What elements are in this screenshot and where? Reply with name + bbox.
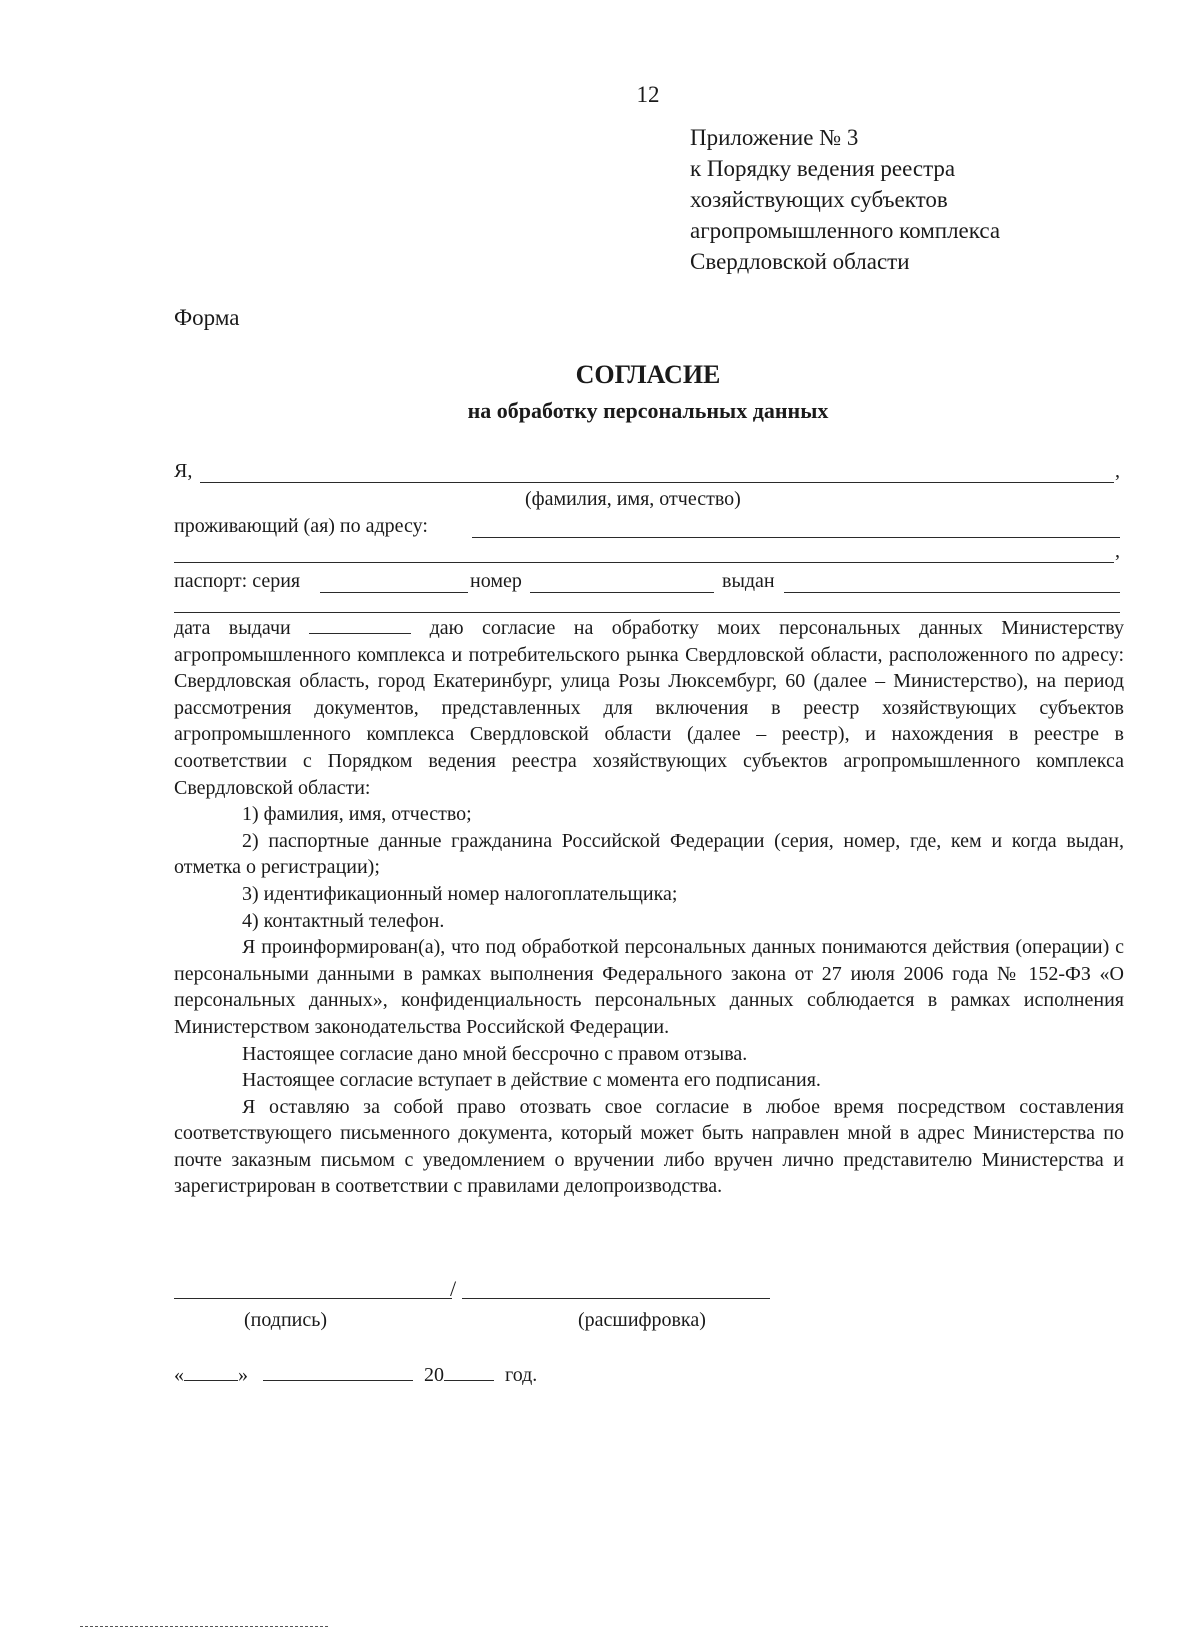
document-subtitle: на обработку персональных данных	[467, 398, 829, 423]
consent-body	[174, 615, 1124, 1200]
term-paragraph: Настоящее согласие дано мной бессрочно с правом отзыва.	[242, 1042, 748, 1065]
appendix-line-1: Приложение № 3	[690, 125, 859, 150]
address-end-comma: ,	[1115, 540, 1120, 562]
i-end-comma: ,	[1115, 460, 1120, 482]
address-blank-1[interactable]	[472, 537, 1120, 538]
intro-paragraph	[174, 615, 1124, 801]
document-title: СОГЛАСИЕ	[575, 360, 721, 389]
issue-date-blank[interactable]	[309, 615, 411, 634]
signature-blank[interactable]	[174, 1298, 452, 1299]
appendix-block	[690, 122, 1000, 277]
day-blank[interactable]	[184, 1362, 238, 1381]
page-number: 12	[636, 82, 660, 107]
year-label: год.	[505, 1364, 538, 1386]
issue-date-label: дата выдачи	[174, 617, 291, 639]
year-blank[interactable]	[444, 1362, 494, 1381]
issued-by-blank-2[interactable]	[174, 612, 1120, 613]
issued-by-blank[interactable]	[784, 592, 1120, 593]
century-text: 20	[424, 1364, 444, 1386]
passport-series-blank[interactable]	[320, 592, 468, 593]
info-paragraph: Я проинформирован(а), что под обработкой персональных данных понимаются действия (операции) с персональными данными в рамках выполнения Федерального закона от 27 июля 2006 года № 152-ФЗ «О персональных данных», конфиденциальность персональных данных соблюдается в рамках исполнения Министерством законодательства Российской Федерации.	[174, 936, 1124, 1038]
fio-hint: (фамилия, имя, отчество)	[525, 488, 741, 510]
signature-slash: /	[450, 1276, 457, 1301]
appendix-line-3: хозяйствующих субъектов	[690, 187, 948, 212]
list-item-2: 2) паспортные данные гражданина Российской Федерации (серия, номер, где, кем и когда выдан, отметка о регистрации);	[174, 829, 1124, 879]
list-item-1: 1) фамилия, имя, отчество;	[242, 803, 472, 826]
date-open-quote: «	[174, 1364, 184, 1386]
i-label: Я,	[174, 460, 193, 482]
list-item-4: 4) контактный телефон.	[242, 909, 445, 932]
number-label: номер	[470, 570, 522, 592]
passport-number-blank[interactable]	[530, 592, 714, 593]
list-item-3: 3) идентификационный номер налогоплательщика;	[242, 882, 678, 905]
appendix-line-4: агропромышленного комплекса	[690, 218, 1001, 243]
date-close-quote: »	[238, 1364, 248, 1386]
decode-label: (расшифровка)	[578, 1309, 706, 1331]
signature-decode-blank[interactable]	[462, 1298, 770, 1299]
address-label: проживающий (ая) по адресу:	[174, 515, 428, 537]
appendix-line-2: к Порядку ведения реестра	[690, 156, 956, 181]
month-blank[interactable]	[263, 1362, 413, 1381]
intro-text: даю согласие на обработку моих персональных данных Министерству агропромышленного комплекса и потребительского рынка Свердловской области, расположенного по адресу: Свердловская область, город Екатеринбург, улица Розы Люксембург, 60 (далее – Министерство), на период рассмотрения документов, представленных для включения в реестр хозяйствующих субъектов агропромышленного комплекса Свердловской области (далее – реестр), и нахождения в реестре в соответствии с Порядком ведения реестра хозяйствующих субъектов агропромышленного комплекса Свердловской области:	[174, 617, 1125, 799]
fio-blank[interactable]	[200, 482, 1114, 483]
date-row	[174, 1362, 537, 1387]
passport-label: паспорт: серия	[174, 570, 301, 592]
address-blank-2[interactable]	[174, 562, 1114, 563]
issued-label: выдан	[722, 570, 775, 592]
signature-label: (подпись)	[244, 1309, 328, 1331]
appendix-line-5: Свердловской области	[690, 249, 910, 274]
footer-rule	[80, 1626, 328, 1627]
revoke-paragraph: Я оставляю за собой право отозвать свое согласие в любое время посредством составления соответствующего письменного документа, который может быть направлен мной в адрес Министерства по почте заказным письмом с уведомлением о вручении либо вручен лично представителю Министерства и зарегистрирован в соответствии с правилами делопроизводства.	[174, 1095, 1124, 1198]
effect-paragraph: Настоящее согласие вступает в действие с момента его подписания.	[242, 1069, 821, 1092]
form-label: Форма	[174, 305, 240, 330]
